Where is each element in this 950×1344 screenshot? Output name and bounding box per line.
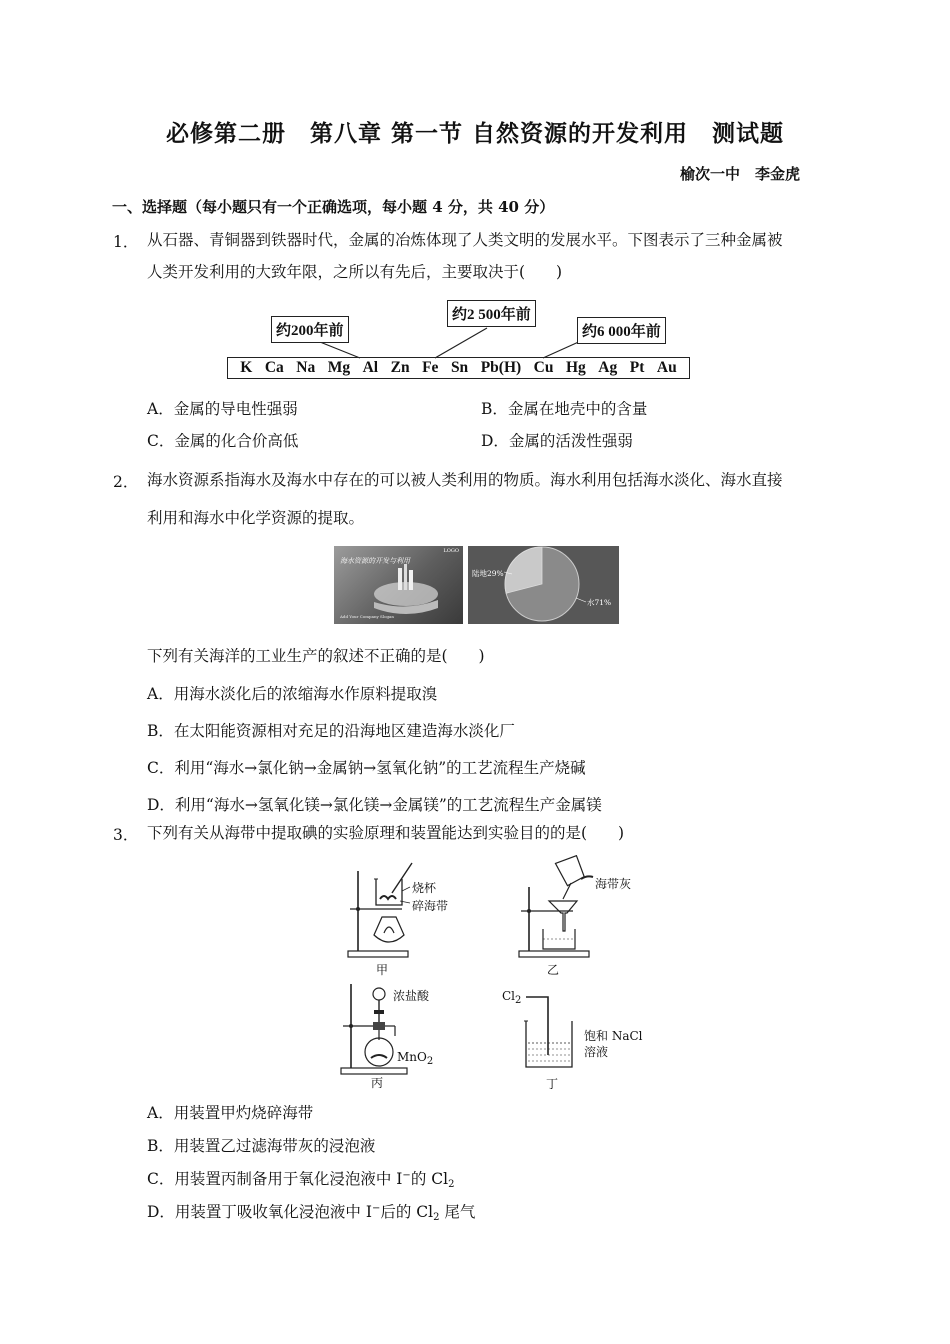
q3-stem: 下列有关从海带中提取碘的实验原理和装置能达到实验目的的是( ) [147,824,625,842]
author: 榆次一中 李金虎 [679,165,800,183]
q1-option-c[interactable]: C．金属的化合价高低 [147,432,299,450]
q1-number: 1． [113,233,139,251]
page-title: 必修第二册 第八章 第一节 自然资源的开发利用 测试题 [165,120,784,147]
q3-option-a[interactable]: A．用装置甲灼烧碎海带 [147,1104,314,1122]
slide-logo: LOGO [443,548,459,554]
caption-jia: 甲 [376,963,389,977]
section-heading: 一、选择题（每小题只有一个正确选项，每小题 4 分，共 40 分） [112,198,555,216]
q2-line1: 海水资源系指海水及海水中存在的可以被人类利用的物质。海水利用包括海水淡化、海水直接 [147,471,783,489]
q2-line2: 利用和海水中化学资源的提取。 [147,509,365,527]
pointer-line [435,328,487,358]
q2-number: 2． [113,473,139,491]
metal-item: Na [296,359,316,376]
label-cl2-gas: $Cl_2$ [502,989,522,1006]
q3-option-d[interactable]: D．用装置丁吸收氧化浸泡液中 I−后的 $Cl_2$ 尾气 [147,1203,476,1223]
q2-option-a[interactable]: A．用海水淡化后的浓缩海水作原料提取溴 [147,685,438,703]
q1-option-b[interactable]: B．金属在地壳中的含量 [481,400,648,418]
metal-item: Ag [598,359,618,376]
q1-line2: 人类开发利用的大致年限，之所以有先后，主要取决于( ) [147,263,563,281]
metal-item: Mg [327,359,351,376]
metal-timeline-figure [225,300,695,384]
metal-item: Pt [629,359,645,376]
metal-item: Cu [533,359,554,376]
q2-option-d[interactable]: D．利用“海水→氢氧化镁→氯化镁→金属镁”的工艺流程生产金属镁 [147,796,602,814]
slide-title: 海水资源的开发与利用 [340,557,410,565]
metal-item: Au [656,359,677,376]
caption-yi: 乙 [547,963,560,977]
pie-chart-panel [468,546,619,624]
slide-thumbnail [334,546,463,624]
metal-item: Sn [450,359,469,376]
q2-option-b[interactable]: B．在太阳能资源相对充足的沿海地区建造海水淡化厂 [147,722,515,740]
q3-option-b[interactable]: B．用装置乙过滤海带灰的浸泡液 [147,1137,376,1155]
label-6000-years: 约6 000年前 [577,317,666,344]
q1-line1: 从石器、青铜器到铁器时代，金属的冶炼体现了人类文明的发展水平。下图表示了三种金属被 [147,231,783,249]
pie-label-water: 水71% [587,598,612,607]
metal-item: Hg [565,359,586,376]
pie-chart [468,546,619,624]
pointer-line [320,342,360,358]
metal-item: Ca [264,359,284,376]
label-kelp: 碎海带 [412,899,449,913]
label-beaker: 烧杯 [412,881,437,895]
metal-item: K [240,359,253,376]
label-solution: 溶液 [584,1045,609,1059]
label-200-years: 约200年前 [271,316,349,343]
metal-activity-series [227,357,690,379]
q3-option-c[interactable]: C．用装置丙制备用于氧化浸泡液中 I−的 $Cl_2$ [147,1170,455,1190]
metal-item: Pb(H) [480,359,522,376]
label-conc-hcl: 浓盐酸 [393,989,430,1003]
label-2500-years: 约2 500年前 [447,300,536,327]
apparatus-yi [515,855,645,977]
q2-option-c[interactable]: C．利用“海水→氯化钠→金属钠→氢氧化钠”的工艺流程生产烧碱 [147,759,586,777]
q2-stem: 下列有关海洋的工业生产的叙述不正确的是( ) [147,647,485,665]
label-mno2: MnO$_2$ [397,1050,434,1067]
q1-option-d[interactable]: D．金属的活泼性强弱 [481,432,633,450]
metal-item: Zn [390,359,410,376]
metal-item: Fe [422,359,439,376]
label-kelp-ash: 海带灰 [595,877,632,891]
apparatus-jia [340,857,460,977]
metal-item: Al [362,359,379,376]
caption-ding: 丁 [546,1077,559,1091]
q1-option-a[interactable]: A．金属的导电性强弱 [147,400,298,418]
slide-slogan: Add Your Company Slogan [340,614,395,619]
apparatus-ding [500,985,650,1090]
label-saturated-nacl: 饱和 NaCl [584,1029,643,1043]
caption-bing: 丙 [371,1076,384,1090]
q3-number: 3． [113,826,139,844]
pie-label-land: 陆地29% [472,569,504,578]
apparatus-bing [335,978,465,1090]
